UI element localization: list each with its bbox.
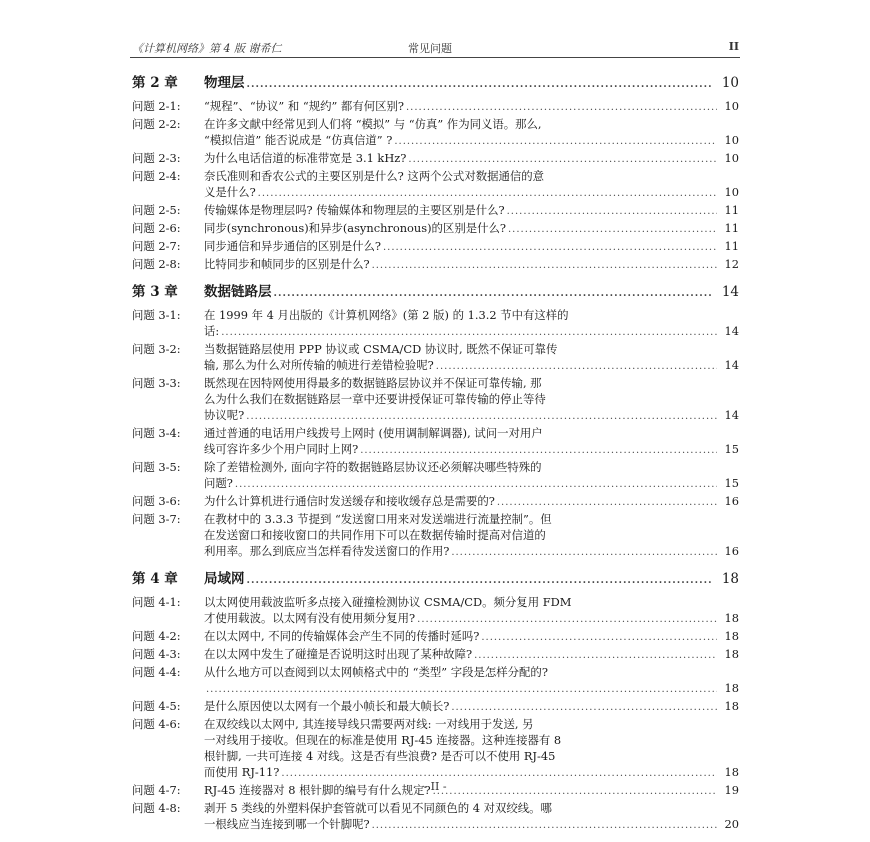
toc-question-entry[interactable] bbox=[132, 116, 739, 150]
toc-page-number: 19 bbox=[724, 783, 739, 797]
question-number: 问题 2-2: bbox=[132, 117, 181, 131]
dot-leader bbox=[474, 648, 717, 664]
question-text: 当数据链路层使用 PPP 协议或 CSMA/CD 协议时, 既然不保证可靠传 bbox=[204, 342, 558, 356]
toc-page-number: 18 bbox=[724, 629, 739, 643]
toc-question-line bbox=[132, 800, 739, 816]
toc-page-number: 15 bbox=[724, 476, 739, 490]
dot-leader bbox=[206, 682, 717, 698]
toc-page-number: 10 bbox=[724, 99, 739, 113]
toc-question-entry[interactable] bbox=[132, 150, 739, 168]
toc-page-number: 10 bbox=[721, 75, 739, 91]
question-number: 问题 2-3: bbox=[132, 151, 181, 165]
question-text: 而使用 RJ-11? bbox=[204, 765, 280, 779]
question-text: 为什么电话信道的标准带宽是 3.1 kHz? bbox=[204, 151, 407, 165]
question-text: 义是什么? bbox=[204, 185, 256, 199]
dot-leader bbox=[247, 571, 714, 590]
question-number: 问题 3-1: bbox=[132, 308, 181, 322]
toc-question-continuation bbox=[132, 732, 739, 748]
dot-leader bbox=[246, 409, 717, 425]
page-footer: - II - bbox=[423, 780, 447, 793]
toc-page-number: 20 bbox=[724, 817, 739, 831]
toc-question-continuation bbox=[132, 357, 739, 375]
header-rule bbox=[130, 57, 740, 58]
dot-leader bbox=[508, 222, 717, 238]
toc-question-continuation bbox=[132, 610, 739, 628]
toc-question-continuation bbox=[132, 391, 739, 407]
toc-chapter-line bbox=[132, 570, 739, 590]
toc-question-entry[interactable] bbox=[132, 341, 739, 375]
toc-page-number: 14 bbox=[724, 324, 739, 338]
dot-leader bbox=[436, 359, 717, 375]
question-number: 问题 3-4: bbox=[132, 426, 181, 440]
toc-question-entry[interactable] bbox=[132, 698, 739, 716]
toc-question-line bbox=[132, 511, 739, 527]
dot-leader bbox=[406, 100, 717, 116]
toc-question-entry[interactable] bbox=[132, 716, 739, 782]
question-text: 在 1999 年 4 月出版的《计算机网络》(第 2 版) 的 1.3.2 节中有这样的 bbox=[204, 308, 569, 322]
question-number: 问题 4-3: bbox=[132, 647, 181, 661]
toc-question-entry[interactable] bbox=[132, 493, 739, 511]
toc-chapter-line bbox=[132, 74, 739, 94]
toc-page-number: 15 bbox=[724, 442, 739, 456]
question-number: 问题 2-7: bbox=[132, 239, 181, 253]
dot-leader bbox=[235, 477, 717, 493]
dot-leader bbox=[408, 152, 717, 168]
toc-page-number: 18 bbox=[724, 647, 739, 661]
question-text: 根针脚, 一共可连接 4 对线。这是否有些浪费? 是否可以不使用 RJ-45 bbox=[204, 749, 556, 763]
dot-leader bbox=[451, 545, 717, 561]
toc-question-entry[interactable] bbox=[132, 664, 739, 698]
question-number: 问题 3-7: bbox=[132, 512, 181, 526]
question-text: 么为什么我们在数据链路层一章中还要讲授保证可靠传输的停止等待 bbox=[204, 392, 546, 406]
toc-question-line bbox=[132, 698, 739, 716]
question-number: 问题 4-5: bbox=[132, 699, 181, 713]
question-text: 剥开 5 类线的外塑料保护套管就可以看见不同颜色的 4 对双绞线。哪 bbox=[204, 801, 552, 815]
toc-page-number: 10 bbox=[724, 151, 739, 165]
toc-page-number: 11 bbox=[724, 203, 739, 217]
toc-chapter-entry[interactable] bbox=[132, 283, 739, 303]
question-number: 问题 2-4: bbox=[132, 169, 181, 183]
toc-question-entry[interactable] bbox=[132, 168, 739, 202]
chapter-title: 数据链路层 bbox=[204, 284, 272, 300]
toc-question-entry[interactable] bbox=[132, 98, 739, 116]
toc-question-entry[interactable] bbox=[132, 594, 739, 628]
question-text: 一根线应当连接到哪一个针脚呢? bbox=[204, 817, 370, 831]
toc-question-line bbox=[132, 664, 739, 680]
toc-question-entry[interactable] bbox=[132, 459, 739, 493]
toc-page-number: 18 bbox=[724, 611, 739, 625]
toc-page-number: 11 bbox=[724, 239, 739, 253]
question-text: 同步通信和异步通信的区别是什么? bbox=[204, 239, 381, 253]
toc-question-line bbox=[132, 98, 739, 116]
toc-question-line bbox=[132, 459, 739, 475]
toc-question-continuation bbox=[132, 527, 739, 543]
toc-page-number: 11 bbox=[724, 221, 739, 235]
question-text: 是什么原因使以太网有一个最小帧长和最大帧长? bbox=[204, 699, 450, 713]
question-text: 以太网使用载波监听多点接入碰撞检测协议 CSMA/CD。频分复用 FDM bbox=[204, 595, 572, 609]
dot-leader bbox=[372, 258, 717, 274]
toc-question-entry[interactable] bbox=[132, 307, 739, 341]
header-section-title: 常见问题 bbox=[408, 42, 452, 55]
question-number: 问题 4-4: bbox=[132, 665, 181, 679]
toc-question-entry[interactable] bbox=[132, 646, 739, 664]
dot-leader bbox=[417, 612, 717, 628]
chapter-spacer bbox=[132, 561, 739, 568]
toc-question-entry[interactable] bbox=[132, 220, 739, 238]
toc-page-number: 18 bbox=[724, 765, 739, 779]
toc-question-entry[interactable] bbox=[132, 256, 739, 274]
question-text: 在双绞线以太网中, 其连接导线只需要两对线: 一对线用于发送, 另 bbox=[204, 717, 534, 731]
question-number: 问题 4-1: bbox=[132, 595, 181, 609]
toc-page-number: 14 bbox=[724, 358, 739, 372]
toc-page-number: 14 bbox=[724, 408, 739, 422]
toc-question-line bbox=[132, 646, 739, 664]
question-number: 问题 3-5: bbox=[132, 460, 181, 474]
toc-question-line bbox=[132, 628, 739, 646]
question-text: 才使用载波。以太网有没有使用频分复用? bbox=[204, 611, 416, 625]
question-number: 问题 2-8: bbox=[132, 257, 181, 271]
toc-page-number: 18 bbox=[721, 571, 739, 587]
toc-question-continuation bbox=[132, 475, 739, 493]
question-number: 问题 4-6: bbox=[132, 717, 181, 731]
question-text: 在以太网中发生了碰撞是否说明这时出现了某种故障? bbox=[204, 647, 473, 661]
chapter-title: 局域网 bbox=[204, 571, 245, 587]
question-text: 输, 那么为什么对所传输的帧进行差错检验呢? bbox=[204, 358, 434, 372]
toc-question-continuation bbox=[132, 184, 739, 202]
dot-leader bbox=[507, 204, 717, 220]
chapter-title: 物理层 bbox=[204, 75, 245, 91]
question-text: 问题? bbox=[204, 476, 233, 490]
toc-question-line bbox=[132, 375, 739, 391]
question-text: 协议呢? bbox=[204, 408, 245, 422]
toc-question-line bbox=[132, 168, 739, 184]
toc-page-number: 18 bbox=[724, 699, 739, 713]
dot-leader bbox=[258, 186, 717, 202]
toc-question-line bbox=[132, 341, 739, 357]
header-page-number: II bbox=[728, 40, 739, 53]
toc-page-number: 10 bbox=[724, 133, 739, 147]
question-text: 话: bbox=[204, 324, 220, 338]
toc-question-entry[interactable] bbox=[132, 511, 739, 561]
toc-question-entry[interactable] bbox=[132, 375, 739, 425]
question-text: 在许多文献中经常见到人们将 “模拟” 与 “仿真” 作为同义语。那么, bbox=[204, 117, 542, 131]
question-text: 奈氏准则和香农公式的主要区别是什么? 这两个公式对数据通信的意 bbox=[204, 169, 545, 183]
toc-question-entry[interactable] bbox=[132, 628, 739, 646]
toc-page-number: 12 bbox=[724, 257, 739, 271]
chapter-number: 第 3 章 bbox=[132, 284, 178, 300]
question-number: 问题 4-2: bbox=[132, 629, 181, 643]
chapter-spacer bbox=[132, 274, 739, 281]
question-text: “规程”、“协议” 和 “规约” 都有何区别? bbox=[204, 99, 404, 113]
toc-question-continuation bbox=[132, 441, 739, 459]
dot-leader bbox=[394, 134, 717, 150]
question-text: 通过普通的电话用户线拨号上网时 (使用调制解调器), 试问一对用户 bbox=[204, 426, 543, 440]
question-text: 利用率。那么到底应当怎样看待发送窗口的作用? bbox=[204, 544, 450, 558]
toc-question-continuation bbox=[132, 132, 739, 150]
toc-page-number: 18 bbox=[724, 681, 739, 695]
dot-leader bbox=[383, 240, 717, 256]
toc-question-entry[interactable] bbox=[132, 238, 739, 256]
toc-question-line bbox=[132, 493, 739, 511]
question-number: 问题 3-2: bbox=[132, 342, 181, 356]
question-number: 问题 3-6: bbox=[132, 494, 181, 508]
dot-leader bbox=[360, 443, 717, 459]
dot-leader bbox=[274, 284, 714, 303]
page-header bbox=[132, 40, 739, 58]
question-number: 问题 3-3: bbox=[132, 376, 181, 390]
question-number: 问题 4-7: bbox=[132, 783, 181, 797]
toc-question-line bbox=[132, 238, 739, 256]
toc-page-number: 16 bbox=[724, 494, 739, 508]
toc-page-number: 10 bbox=[724, 185, 739, 199]
toc-question-continuation bbox=[132, 323, 739, 341]
question-text: 从什么地方可以查阅到以太网帧格式中的 “类型” 字段是怎样分配的? bbox=[204, 665, 548, 679]
question-text: 在发送窗口和接收窗口的共同作用下可以在数据传输时提高对信道的 bbox=[204, 528, 546, 542]
dot-leader bbox=[221, 325, 717, 341]
question-number: 问题 4-8: bbox=[132, 801, 181, 815]
question-text: 同步(synchronous)和异步(asynchronous)的区别是什么? bbox=[204, 221, 506, 235]
question-number: 问题 2-6: bbox=[132, 221, 181, 235]
toc-question-continuation bbox=[132, 748, 739, 764]
question-number: 问题 2-5: bbox=[132, 203, 181, 217]
toc-question-line bbox=[132, 256, 739, 274]
question-text: “模拟信道” 能否说成是 “仿真信道” ? bbox=[204, 133, 393, 147]
toc-question-line bbox=[132, 307, 739, 323]
toc-question-line bbox=[132, 594, 739, 610]
toc-question-continuation bbox=[132, 407, 739, 425]
dot-leader bbox=[451, 700, 717, 716]
dot-leader bbox=[497, 495, 717, 511]
question-text: 为什么计算机进行通信时发送缓存和接收缓存总是需要的? bbox=[204, 494, 495, 508]
question-number: 问题 2-1: bbox=[132, 99, 181, 113]
toc-page-number: 16 bbox=[724, 544, 739, 558]
toc-chapter-entry[interactable] bbox=[132, 74, 739, 94]
question-text: 除了差错检测外, 面向字符的数据链路层协议还必须解决哪些特殊的 bbox=[204, 460, 542, 474]
question-text: 在教材中的 3.3.3 节提到 “发送窗口用来对发送端进行流量控制”。但 bbox=[204, 512, 552, 526]
toc-chapter-entry[interactable] bbox=[132, 570, 739, 590]
toc-question-line bbox=[132, 716, 739, 732]
toc-question-entry[interactable] bbox=[132, 800, 739, 834]
header-book-title: 《计算机网络》第 4 版 谢希仁 bbox=[132, 42, 282, 55]
toc-question-line bbox=[132, 425, 739, 441]
question-text: 线可容许多少个用户同时上网? bbox=[204, 442, 359, 456]
question-text: 既然现在因特网使用得最多的数据链路层协议并不保证可靠传输, 那 bbox=[204, 376, 542, 390]
chapter-number: 第 2 章 bbox=[132, 75, 178, 91]
chapter-number: 第 4 章 bbox=[132, 571, 178, 587]
question-text: 传输媒体是物理层吗? 传输媒体和物理层的主要区别是什么? bbox=[204, 203, 505, 217]
toc-question-entry[interactable] bbox=[132, 202, 739, 220]
toc-question-entry[interactable] bbox=[132, 425, 739, 459]
toc-question-line bbox=[132, 220, 739, 238]
question-text: RJ-45 连接器对 8 根针脚的编号有什么规定? bbox=[204, 783, 431, 797]
toc-question-continuation bbox=[132, 816, 739, 834]
question-text: 一对线用于接收。但现在的标准是使用 RJ-45 连接器。这种连接器有 8 bbox=[204, 733, 562, 747]
dot-leader bbox=[481, 630, 717, 646]
question-text: 比特同步和帧同步的区别是什么? bbox=[204, 257, 370, 271]
dot-leader bbox=[247, 75, 714, 94]
toc-question-line bbox=[132, 150, 739, 168]
toc-page-number: 14 bbox=[721, 284, 739, 300]
dot-leader bbox=[372, 818, 717, 834]
toc-question-line bbox=[132, 116, 739, 132]
toc-question-continuation bbox=[132, 543, 739, 561]
toc-question-line bbox=[132, 202, 739, 220]
table-of-contents bbox=[132, 72, 739, 834]
question-text: 在以太网中, 不同的传输媒体会产生不同的传播时延吗? bbox=[204, 629, 480, 643]
toc-chapter-line bbox=[132, 283, 739, 303]
toc-question-continuation bbox=[132, 680, 739, 698]
